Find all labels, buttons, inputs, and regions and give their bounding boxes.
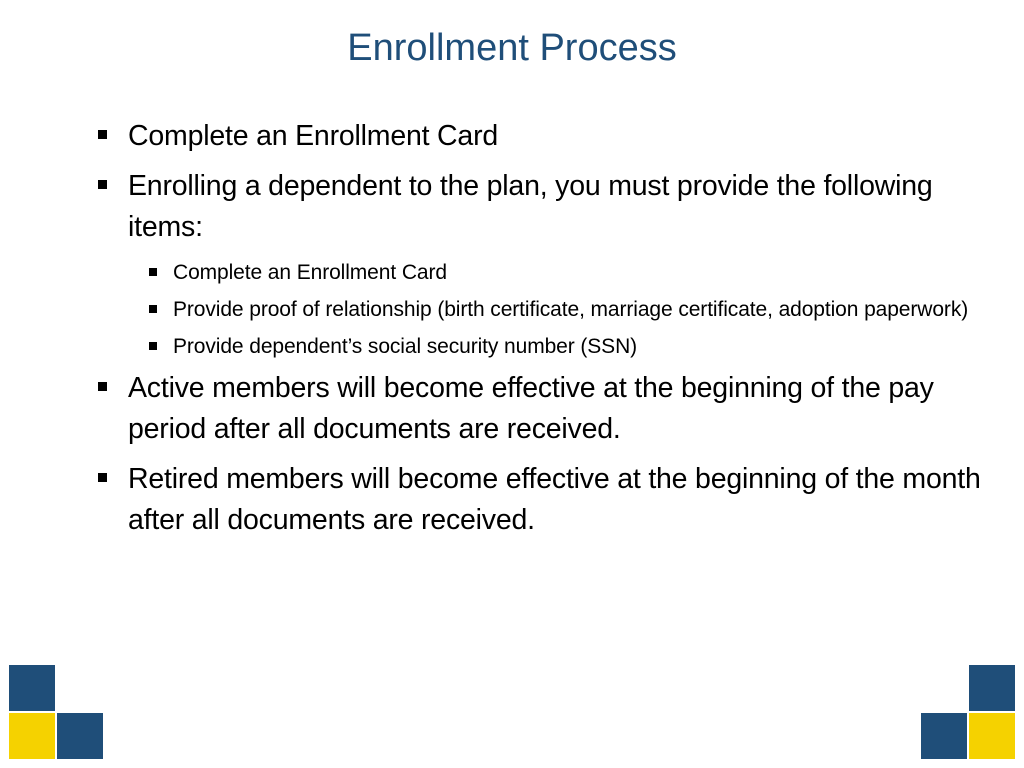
- bullet-item: [96, 116, 986, 157]
- bullet-text: Complete an Enrollment Card: [128, 120, 499, 152]
- square-bullet-icon: [98, 180, 107, 189]
- bullet-text: Enrolling a dependent to the plan, you must provide the following items:: [128, 170, 933, 243]
- square-bullet-icon: [98, 382, 107, 391]
- square-bullet-icon: [98, 473, 107, 482]
- bullet-item: [96, 166, 986, 248]
- bullet-list: [96, 116, 986, 550]
- square-bullet-icon: [149, 342, 157, 350]
- sub-bullet-item: [96, 257, 986, 288]
- decor-square-blue: [921, 713, 967, 759]
- slide-title: Enrollment Process: [347, 27, 677, 69]
- sub-bullet-item: [96, 331, 986, 362]
- square-bullet-icon: [149, 305, 157, 313]
- bullet-text: Retired members will become effective at the beginning of the month after all documents are received.: [128, 463, 981, 536]
- decor-square-yellow: [969, 713, 1015, 759]
- sub-bullet-text: Complete an Enrollment Card: [173, 261, 447, 284]
- sub-bullet-list: [96, 257, 986, 362]
- decor-square-blue: [9, 665, 55, 711]
- sub-bullet-text: Provide proof of relationship (birth certificate, marriage certificate, adoption paperwork): [173, 298, 969, 321]
- decor-square-blue: [969, 665, 1015, 711]
- decor-square-blue: [57, 713, 103, 759]
- bullet-item: [96, 368, 986, 450]
- bullet-text: Active members will become effective at the beginning of the pay period after all documents are received.: [128, 372, 934, 445]
- sub-bullet-text: Provide dependent’s social security number (SSN): [173, 335, 638, 358]
- decor-square-yellow: [9, 713, 55, 759]
- square-bullet-icon: [98, 130, 107, 139]
- square-bullet-icon: [149, 268, 157, 276]
- sub-bullet-item: [96, 294, 986, 325]
- bullet-item: [96, 459, 986, 541]
